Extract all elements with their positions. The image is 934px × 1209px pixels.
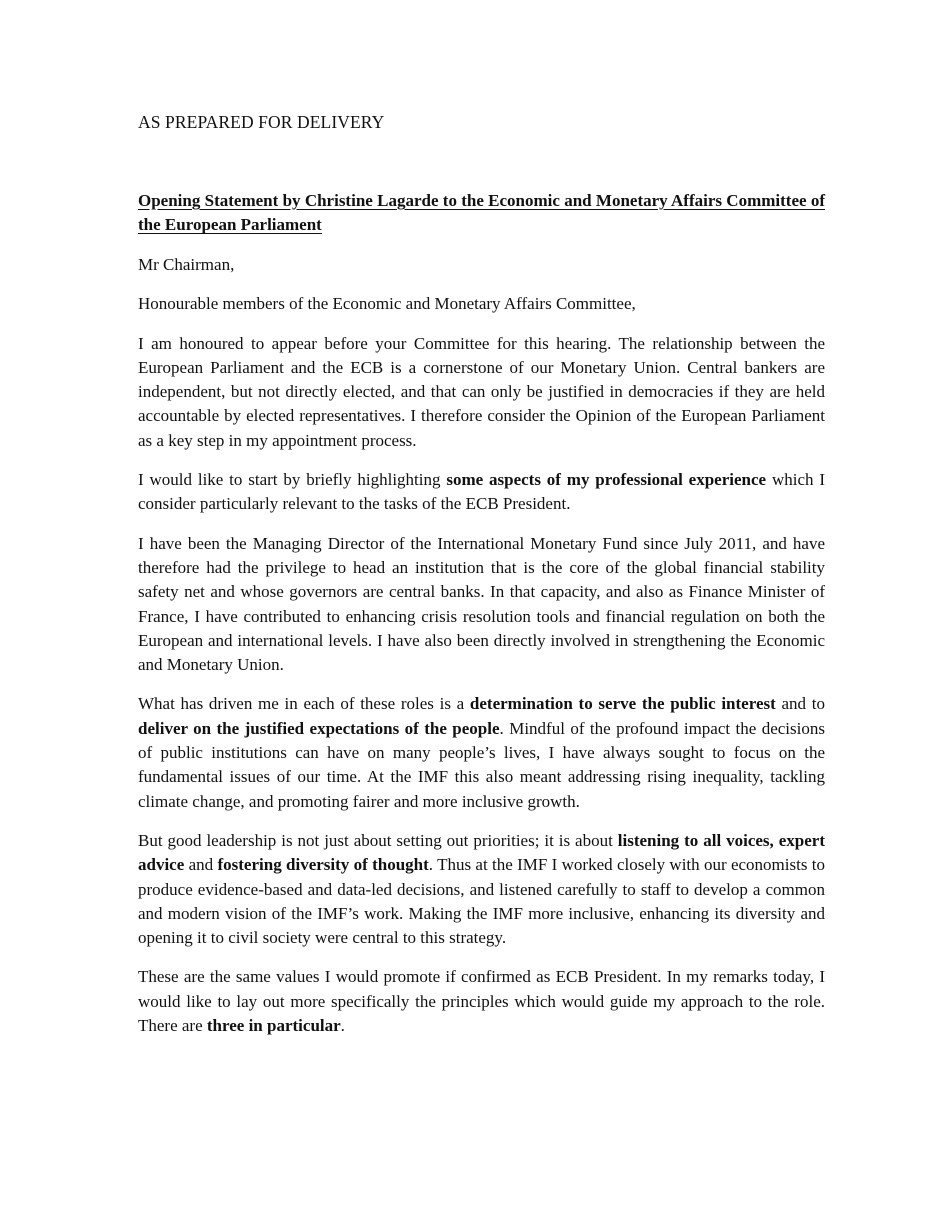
paragraph-4-text: and to [775,694,825,714]
paragraph-2-text: which I consider particularly relevant to the tasks of the ECB President. [138,470,825,514]
document-title: Opening Statement by Christine Lagarde to the Economic and Monetary Affairs Committee of the European Parliament [138,191,825,235]
delivery-header: AS PREPARED FOR DELIVERY [138,112,385,132]
paragraph-6-text: . [340,1016,345,1036]
paragraph-1: I am honoured to appear before your Committee for this hearing. The relationship between the European Parliament and the ECB is a cornerstone of our Monetary Union. Central bankers are independent, but not directly elected, and that can only be justified in democracies if they are held accountable by elected representatives. I therefore consider the Opinion of the European Parliament as a key step in my appointment process. [138,333,825,450]
paragraph-5-text: But good leadership is not just about setting out priorities; it is about [138,830,618,850]
paragraph-5-text: and [184,855,218,875]
paragraph-5-bold: fostering diversity of thought [217,855,429,875]
paragraph-4-bold: determination to serve the public interest [469,694,776,714]
paragraph-6-text: These are the same values I would promote if confirmed as ECB President. In my remarks today, I would like to lay out more specifically the principles which would guide my approach to the role. There are [138,967,825,1036]
salutation-members: Honourable members of the Economic and Monetary Affairs Committee, [138,294,636,314]
paragraph-6-bold: three in particular [206,1016,341,1036]
paragraph-2-text: I would like to start by briefly highlighting [138,470,447,490]
paragraph-3: I have been the Managing Director of the International Monetary Fund since July 2011, and have therefore had the privilege to head an institution that is the core of the global financial stability safety net and whose governors are central banks. In that capacity, and also as Finance Minister of France, I have contributed to enhancing crisis resolution tools and financial regulation on both the European and international levels. I have also been directly involved in strengthening the Economic and Monetary Union. [138,533,825,675]
paragraph-5-bold: listening to all voices, expert advice [138,830,825,875]
salutation-chairman: Mr Chairman, [138,255,235,274]
paragraph-5 [138,829,825,950]
paragraph-2-bold: some aspects of my professional experience [446,470,767,490]
paragraph-5-text: . Thus at the IMF I worked closely with our economists to produce evidence-based and data-led decisions, and listened carefully to staff to develop a common and modern vision of the IMF’s work. Making the IMF more inclusive, enhancing its diversity and opening it to civil society were central to this strategy. [138,855,826,948]
paragraph-4-text: . Mindful of the profound impact the decisions of public institutions can have on many people’s lives, I have always sought to focus on the fundamental issues of our time. At the IMF this also meant addressing rising inequality, tackling climate change, and promoting fairer and more inclusive growth. [138,718,825,811]
paragraph-4-bold: deliver on the justified expectations of the people [138,718,500,738]
paragraph-4-text: What has driven me in each of these roles is a [138,694,470,714]
paragraph-2 [138,468,825,517]
document-body [138,253,825,1053]
paragraph-4 [138,692,825,813]
paragraph-6 [138,965,825,1038]
